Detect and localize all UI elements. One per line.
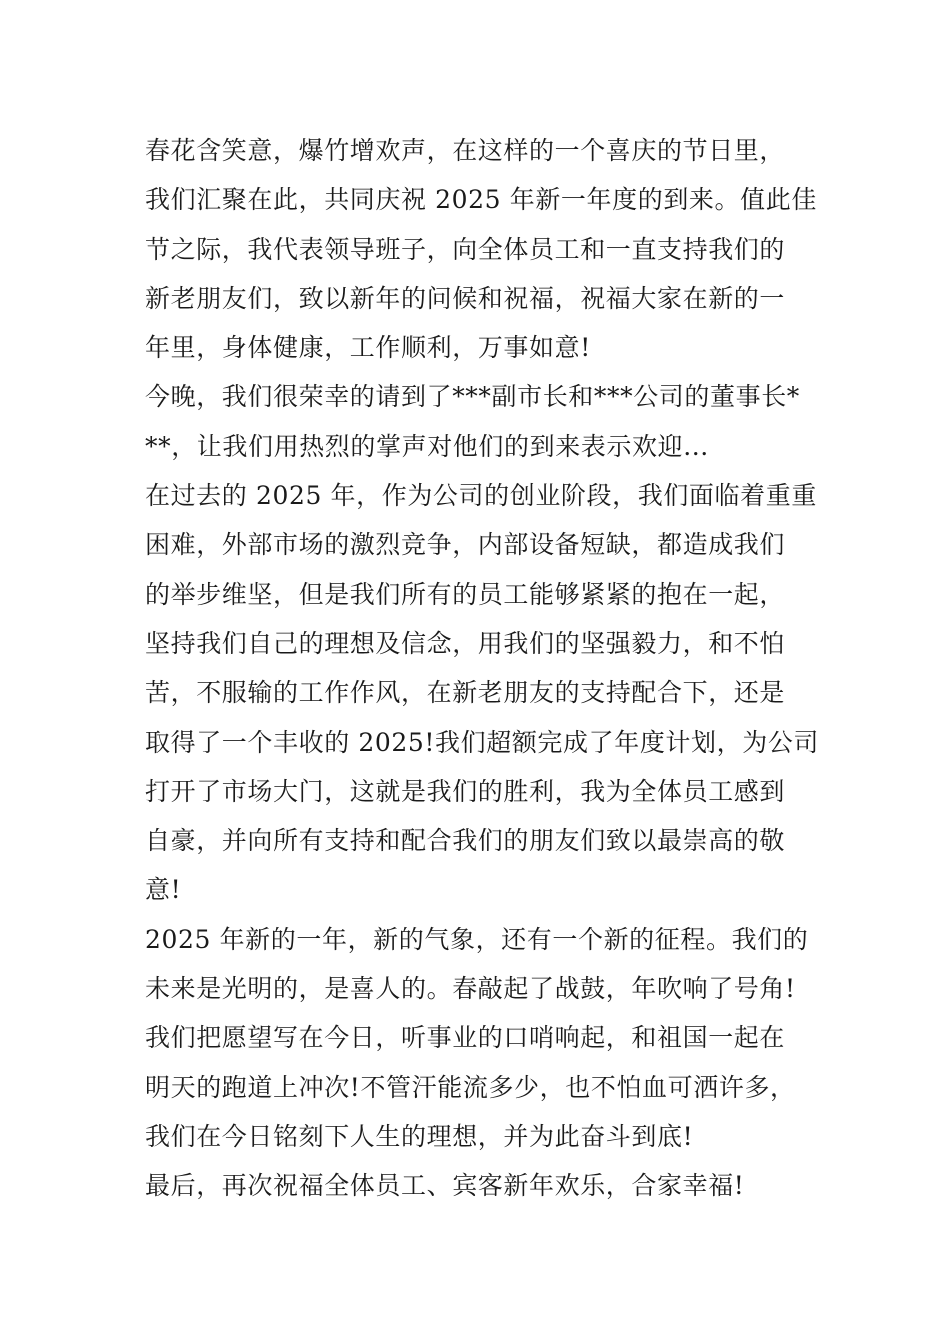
text-line: 明天的跑道上冲次!不管汗能流多少，也不怕血可洒许多， <box>145 1072 796 1102</box>
text-line: 今晚，我们很荣幸的请到了***副市长和***公司的董事长* <box>145 382 800 412</box>
text-line: 2025 年新的一年，新的气象，还有一个新的征程。我们的 <box>145 924 809 954</box>
text-line: 打开了市场大门，这就是我们的胜利，我为全体员工感到 <box>145 776 786 806</box>
text-line: 在过去的 2025 年，作为公司的创业阶段，我们面临着重重 <box>145 481 817 511</box>
text-line: 未来是光明的，是喜人的。春敲起了战鼓，年吹响了号角! <box>145 974 796 1004</box>
text-line: 最后，再次祝福全体员工、宾客新年欢乐，合家幸福! <box>145 1171 745 1201</box>
text-line: 我们在今日铭刻下人生的理想，并为此奋斗到底! <box>145 1121 694 1151</box>
text-line: 节之际，我代表领导班子，向全体员工和一直支持我们的 <box>145 234 786 264</box>
text-line: 取得了一个丰收的 2025!我们超额完成了年度计划，为公司 <box>145 727 820 757</box>
text-line: 坚持我们自己的理想及信念，用我们的坚强毅力，和不怕 <box>145 628 786 658</box>
text-line: 我们汇聚在此，共同庆祝 2025 年新一年度的到来。值此佳 <box>145 185 817 215</box>
text-line: 年里，身体健康，工作顺利，万事如意! <box>145 333 591 363</box>
text-line: 自豪，并向所有支持和配合我们的朋友们致以最崇高的敬 <box>145 826 786 856</box>
text-line: 的举步维坚，但是我们所有的员工能够紧紧的抱在一起， <box>145 579 786 609</box>
text-line: 春花含笑意，爆竹增欢声，在这样的一个喜庆的节日里， <box>145 136 786 165</box>
text-line: 困难，外部市场的激烈竞争，内部设备短缺，都造成我们 <box>145 530 786 560</box>
text-line: 我们把愿望写在今日，听事业的口哨响起，和祖国一起在 <box>145 1023 786 1053</box>
speech-body <box>145 126 820 1211</box>
text-line: 新老朋友们，致以新年的问候和祝福，祝福大家在新的一 <box>145 283 786 313</box>
text-line: **，让我们用热烈的掌声对他们的到来表示欢迎... <box>145 431 709 461</box>
text-line: 意! <box>145 875 182 905</box>
text-line: 苦，不服输的工作作风，在新老朋友的支持配合下，还是 <box>145 678 786 708</box>
